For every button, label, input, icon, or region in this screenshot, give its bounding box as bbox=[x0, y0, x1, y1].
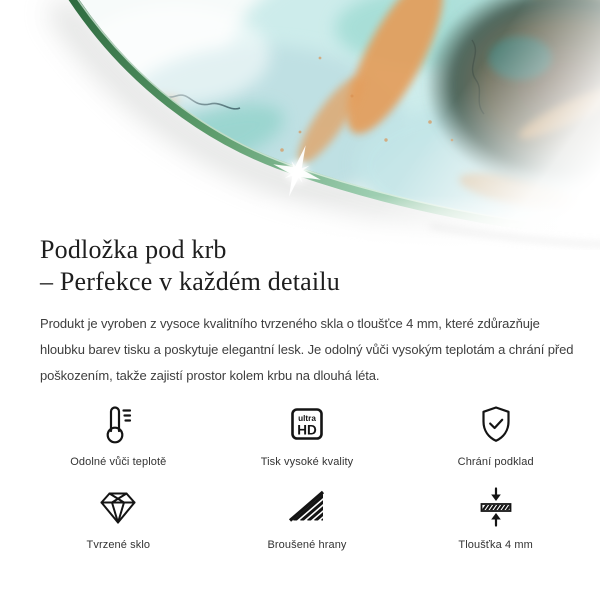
shield-check-icon bbox=[474, 401, 518, 447]
feature-label: Tisk vysoké kvality bbox=[260, 456, 354, 468]
feature-protects-surface bbox=[401, 401, 590, 468]
feature-label: Tvrzené sklo bbox=[86, 539, 151, 551]
feature-polished-edges bbox=[213, 484, 402, 551]
hd-text: HD bbox=[297, 422, 317, 438]
thermometer-icon bbox=[96, 401, 140, 447]
beveled-edges-icon bbox=[285, 484, 329, 530]
ultra-hd-icon bbox=[285, 401, 329, 447]
title-line-2: – Perfekce v každém detailu bbox=[40, 267, 340, 296]
page-title bbox=[40, 234, 575, 298]
ultra-text: ultra bbox=[298, 414, 316, 423]
feature-tempered-glass bbox=[24, 484, 213, 551]
product-description: Produkt je vyroben z vysoce kvalitního tvrzeného skla o tloušťce 4 mm, které zdůrazňuje hloubku barev tisku a poskytuje elegantní lesk. Je odolný vůči vysokým teplotám a chrání před poškozením, takže zajistí prostor kolem krbu na dlouhá léta. bbox=[40, 316, 574, 383]
feature-label: Odolné vůči teplotě bbox=[70, 456, 167, 468]
diamond-icon bbox=[96, 484, 140, 530]
title-line-1: Podložka pod krb bbox=[40, 235, 227, 264]
thickness-icon bbox=[474, 484, 518, 530]
feature-thickness bbox=[401, 484, 590, 551]
feature-label: Broušené hrany bbox=[267, 539, 347, 551]
feature-label: Tloušťka 4 mm bbox=[458, 539, 533, 551]
product-info-section bbox=[40, 234, 575, 551]
features-grid bbox=[24, 401, 590, 551]
product-photo bbox=[0, 0, 600, 250]
feature-print-quality bbox=[213, 401, 402, 468]
feature-label: Chrání podklad bbox=[457, 456, 534, 468]
feature-heat-resistant bbox=[24, 401, 213, 468]
